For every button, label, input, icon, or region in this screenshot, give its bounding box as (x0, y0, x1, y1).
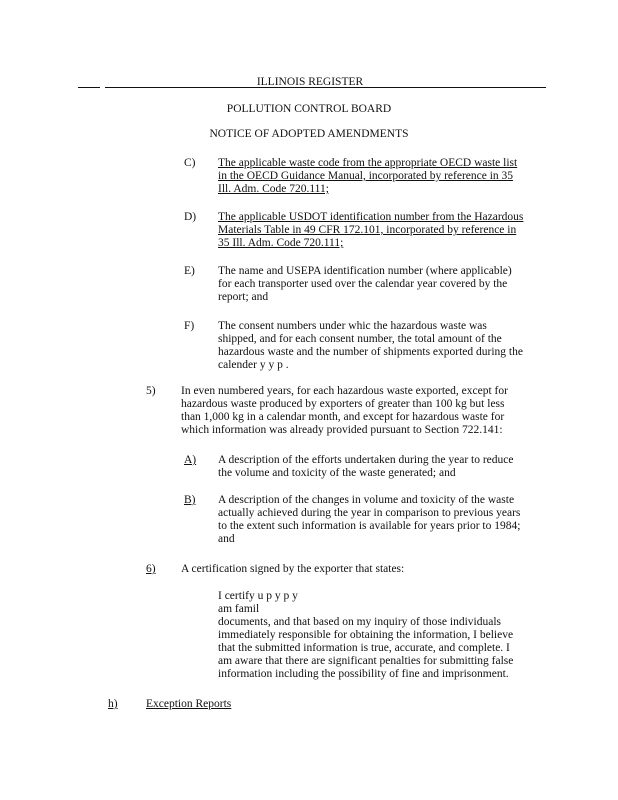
text-line: the volume and toxicity of the waste generated; and (218, 467, 456, 479)
text-line: am aware that there are significant penalties for submitting false (218, 655, 514, 667)
text-line: A description of the changes in volume and toxicity of the waste (218, 494, 515, 506)
header-rule (105, 87, 546, 88)
item-h-label-text: h) (108, 698, 118, 710)
item-c-text (218, 157, 517, 196)
item-6-label-text: 6) (146, 563, 156, 575)
text-line: The consent numbers under whic the hazardous waste was (218, 320, 487, 332)
text-line: The name and USEPA identification number (where applicable) (218, 265, 512, 277)
text-line: for each transporter used over the calendar year covered by the (218, 278, 508, 290)
text-line: which information was already provided pursuant to Section 722.141: (181, 424, 503, 436)
item-d-label: D) (184, 211, 197, 223)
text-line: The applicable USDOT identification number from the Hazardous (218, 211, 524, 223)
notice-title: NOTICE OF ADOPTED AMENDMENTS (209, 128, 409, 140)
text-line: and (218, 533, 235, 545)
item-f-text (218, 320, 523, 372)
item-6-label (146, 563, 156, 575)
text-line: Materials Table in 49 CFR 172.101, incorporated by reference in (218, 224, 517, 236)
text-line: I certify u p y p y (218, 590, 298, 602)
item-6-text (181, 563, 404, 576)
register-title: ILLINOIS REGISTER (256, 76, 364, 88)
item-b-label-text: B) (184, 494, 196, 506)
text-line: Exception Reports (146, 698, 232, 710)
item-c-label: C) (184, 157, 196, 169)
item-h-label (108, 698, 118, 710)
text-line: A certification signed by the exporter that states: (181, 563, 405, 575)
text-line: than 1,000 kg in a calendar month, and except for hazardous waste for (181, 411, 505, 423)
text-line: documents, and that based on my inquiry of those individuals (218, 616, 501, 628)
item-f-label: F) (184, 320, 195, 332)
item-a-label (184, 454, 196, 466)
item-5-label: 5) (146, 385, 156, 397)
text-line: A description of the efforts undertaken during the year to reduce (218, 454, 514, 466)
text-line: 35 Ill. Adm. Code 720.111; (218, 237, 344, 249)
item-e-text (218, 265, 512, 304)
item-5-text (181, 385, 508, 437)
item-h-text (146, 698, 231, 711)
text-line: that the submitted information is true, accurate, and complete. I (218, 642, 510, 654)
item-b-text (218, 494, 520, 546)
text-line: hazardous waste produced by exporters of greater than 100 kg but less (181, 398, 505, 410)
text-line: am famil (218, 603, 260, 615)
item-e-label: E) (184, 265, 195, 277)
text-line: In even numbered years, for each hazardous waste exported, except for (181, 385, 508, 397)
board-title: POLLUTION CONTROL BOARD (226, 103, 392, 115)
certification-text (218, 590, 513, 681)
text-line: immediately responsible for obtaining the information, I believe (218, 629, 514, 641)
text-line: hazardous waste and the number of shipments exported during the (218, 346, 523, 358)
text-line: shipped, and for each consent number, the total amount of the (218, 333, 502, 345)
text-line: to the extent such information is available for years prior to 1984; (218, 520, 521, 532)
text-line: information including the possibility of fine and imprisonment. (218, 668, 509, 680)
item-d-text (218, 211, 523, 250)
text-line: The applicable waste code from the appropriate OECD waste list (218, 157, 518, 169)
item-a-label-text: A) (184, 454, 197, 466)
text-line: report; and (218, 291, 269, 303)
header-rule-left (78, 87, 100, 88)
item-a-text (218, 454, 514, 480)
item-b-label (184, 494, 196, 506)
text-line: Ill. Adm. Code 720.111; (218, 183, 329, 195)
text-line: in the OECD Guidance Manual, incorporated by reference in 35 (218, 170, 514, 182)
text-line: actually achieved during the year in comparison to previous years (218, 507, 521, 519)
text-line: calender y y p . (218, 359, 289, 371)
